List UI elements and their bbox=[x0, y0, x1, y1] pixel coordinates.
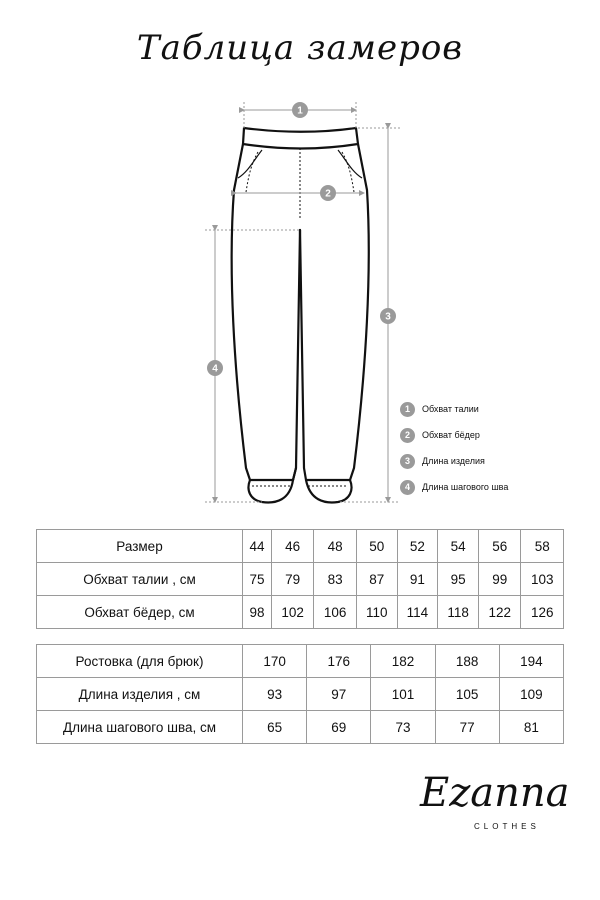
legend-item bbox=[400, 422, 508, 448]
table-cell: 118 bbox=[438, 596, 479, 629]
table-cell: 98 bbox=[243, 596, 272, 629]
svg-text:3: 3 bbox=[385, 311, 391, 323]
table-cell: 122 bbox=[478, 596, 520, 629]
legend-number: 3 bbox=[400, 454, 415, 469]
measurement-legend bbox=[400, 396, 508, 500]
row-label: Длина изделия , см bbox=[37, 678, 243, 711]
pants-details bbox=[246, 148, 354, 486]
size-cell: 50 bbox=[356, 530, 397, 563]
table-cell: 69 bbox=[307, 711, 371, 744]
table-header-row bbox=[37, 530, 564, 563]
size-cell: 46 bbox=[271, 530, 313, 563]
legend-item bbox=[400, 474, 508, 500]
marker-2 bbox=[320, 185, 336, 201]
size-cell: 56 bbox=[478, 530, 520, 563]
size-table bbox=[36, 529, 564, 629]
legend-label: Обхват бёдер bbox=[422, 430, 480, 440]
height-cell: 176 bbox=[307, 645, 371, 678]
table-cell: 106 bbox=[314, 596, 356, 629]
length-table bbox=[36, 644, 564, 744]
row-label: Обхват талии , см bbox=[37, 563, 243, 596]
table-cell: 102 bbox=[271, 596, 313, 629]
row-label: Обхват бёдер, см bbox=[37, 596, 243, 629]
table-row bbox=[37, 563, 564, 596]
table-cell: 93 bbox=[243, 678, 307, 711]
height-cell: 170 bbox=[243, 645, 307, 678]
table-cell: 105 bbox=[435, 678, 499, 711]
table-cell: 65 bbox=[243, 711, 307, 744]
brand-logo bbox=[420, 770, 570, 840]
brand-name: Ezanna bbox=[420, 770, 570, 816]
size-cell: 48 bbox=[314, 530, 356, 563]
table-cell: 87 bbox=[356, 563, 397, 596]
table-cell: 97 bbox=[307, 678, 371, 711]
size-cell: 58 bbox=[521, 530, 564, 563]
height-cell: 194 bbox=[499, 645, 563, 678]
legend-number: 1 bbox=[400, 402, 415, 417]
table-cell: 83 bbox=[314, 563, 356, 596]
svg-text:1: 1 bbox=[297, 105, 303, 117]
marker-4 bbox=[207, 360, 223, 376]
table-cell: 101 bbox=[371, 678, 435, 711]
table-cell: 77 bbox=[435, 711, 499, 744]
table-cell: 81 bbox=[499, 711, 563, 744]
header-label: Ростовка (для брюк) bbox=[37, 645, 243, 678]
legend-item bbox=[400, 448, 508, 474]
height-cell: 188 bbox=[435, 645, 499, 678]
table-cell: 79 bbox=[271, 563, 313, 596]
legend-label: Обхват талии bbox=[422, 404, 479, 414]
table-cell: 73 bbox=[371, 711, 435, 744]
row-label: Длина шагового шва, см bbox=[37, 711, 243, 744]
marker-3 bbox=[380, 308, 396, 324]
table-cell: 99 bbox=[478, 563, 520, 596]
legend-number: 2 bbox=[400, 428, 415, 443]
table-row bbox=[37, 711, 564, 744]
marker-1 bbox=[292, 102, 308, 118]
table-cell: 109 bbox=[499, 678, 563, 711]
page-title: Таблица замеров bbox=[136, 28, 464, 68]
legend-label: Длина изделия bbox=[422, 456, 485, 466]
table-header-row bbox=[37, 645, 564, 678]
size-cell: 52 bbox=[397, 530, 438, 563]
legend-label: Длина шагового шва bbox=[422, 482, 509, 492]
pants-diagram bbox=[0, 80, 600, 520]
table-row bbox=[37, 678, 564, 711]
header-label: Размер bbox=[37, 530, 243, 563]
table-cell: 126 bbox=[521, 596, 564, 629]
svg-text:2: 2 bbox=[325, 188, 331, 200]
table-cell: 91 bbox=[397, 563, 438, 596]
table-cell: 75 bbox=[243, 563, 272, 596]
table-cell: 110 bbox=[356, 596, 397, 629]
brand-subtitle: CLOTHES bbox=[474, 822, 540, 831]
svg-text:4: 4 bbox=[212, 363, 218, 375]
table-cell: 114 bbox=[397, 596, 438, 629]
height-cell: 182 bbox=[371, 645, 435, 678]
table-cell: 95 bbox=[438, 563, 479, 596]
size-cell: 44 bbox=[243, 530, 272, 563]
size-cell: 54 bbox=[438, 530, 479, 563]
legend-number: 4 bbox=[400, 480, 415, 495]
table-row bbox=[37, 596, 564, 629]
legend-item bbox=[400, 396, 508, 422]
table-cell: 103 bbox=[521, 563, 564, 596]
